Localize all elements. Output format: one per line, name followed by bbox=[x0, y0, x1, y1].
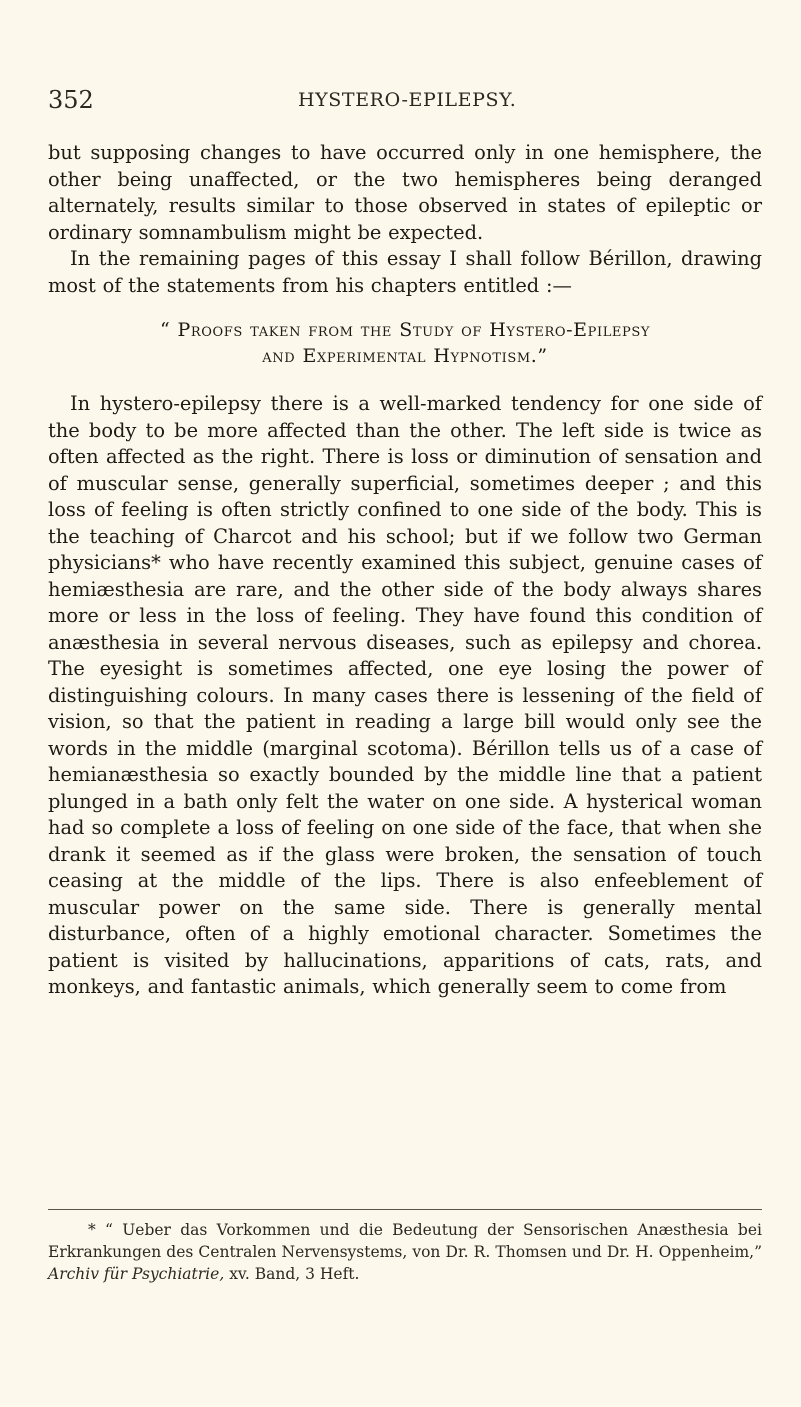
section-heading-line-1: “ Proofs taken from the Study of Hystero-Epilepsy bbox=[159, 319, 651, 341]
running-title: HYSTERO-EPILEPSY. bbox=[298, 89, 517, 111]
footnote-volume: xv. Band, 3 Heft. bbox=[229, 1265, 360, 1283]
paragraph-continued: but supposing changes to have occurred only in one hemisphere, the other being unaffected, or the two hemispheres being deranged alternately, results similar to those observed in states of epileptic or ordinary somnambulism might be expected. bbox=[48, 141, 762, 244]
footnote-divider bbox=[48, 1209, 762, 1210]
footnote-journal-title: Archiv für Psychiatrie, bbox=[48, 1265, 225, 1283]
footnote-citation: * “ Ueber das Vorkommen und die Bedeutung der Sensorischen Anæsthesia bei Erkrankungen des Centralen Nervensystems, von Dr. R. Thomsen und Dr. H. Oppenheim,” bbox=[48, 1221, 762, 1261]
section-heading-line-2: and Experimental Hypnotism.” bbox=[262, 345, 548, 367]
body-text bbox=[48, 140, 762, 1001]
paragraph-hystero-epilepsy: In hystero-epilepsy there is a well-marked tendency for one side of the body to be more affected than the other. The left side is twice as often affected as the right. There is loss or diminution of sensation and of muscular sense, generally superficial, sometimes deeper ; and this loss of feeling is often strictly confined to one side of the body. This is the teaching of Charcot and his school; but if we follow two German physicians* who have recently examined this subject, genuine cases of hemiæsthesia are rare, and the other side of the body always shares more or less in the loss of feeling. They have found this condition of anæsthesia in several nervous diseases, such as epilepsy and chorea. The eyesight is sometimes affected, one eye losing the power of distinguishing colours. In many cases there is lessening of the field of vision, so that the patient in reading a large bill would only see the words in the middle (marginal scotoma). Bérillon tells us of a case of hemianæsthesia so exactly bounded by the middle line that a patient plunged in a bath only felt the water on one side. A hysterical woman had so complete a loss of feeling on one side of the face, that when she drank it seemed as if the glass were broken, the sensation of touch ceasing at the middle of the lips. There is also enfeeblement of muscular power on the same side. There is generally mental disturbance, often of a highly emotional character. Sometimes the patient is visited by hallucinations, apparitions of cats, rats, and monkeys, and fantastic animals, which generally seem to come from bbox=[48, 392, 762, 998]
section-heading bbox=[48, 317, 762, 369]
page-header bbox=[48, 86, 762, 114]
paragraph-introduction: In the remaining pages of this essay I shall follow Bérillon, drawing most of the statements from his chapters entitled :— bbox=[48, 247, 762, 297]
footnote bbox=[48, 1219, 762, 1285]
page-number: 352 bbox=[48, 86, 94, 114]
